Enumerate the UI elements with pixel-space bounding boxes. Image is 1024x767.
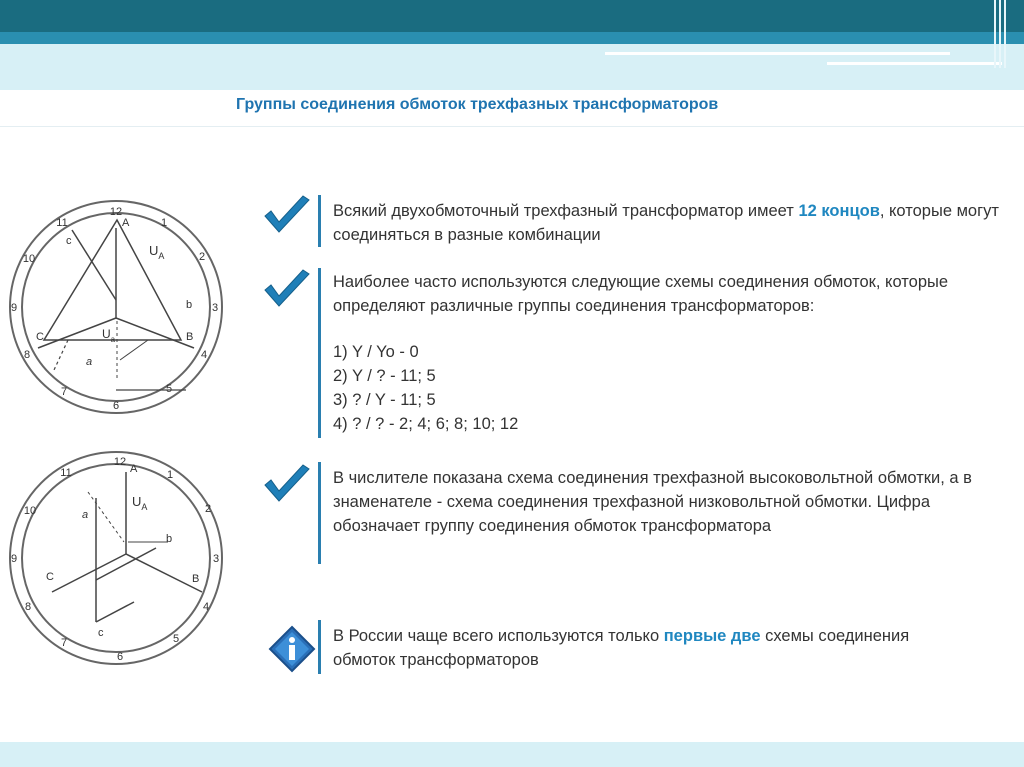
title-divider bbox=[0, 126, 1024, 127]
bullet-bar bbox=[318, 268, 321, 438]
clock-2: 2 bbox=[204, 503, 212, 515]
label-B: B bbox=[192, 573, 200, 585]
label-C: C bbox=[46, 571, 54, 583]
clock-8: 8 bbox=[23, 349, 31, 361]
label-b: b bbox=[166, 533, 173, 545]
clock-11: 11 bbox=[56, 217, 68, 229]
clock-3: 3 bbox=[212, 553, 220, 565]
scheme-item: 3) ? / Y - 11; 5 bbox=[333, 391, 436, 409]
clock-9: 9 bbox=[10, 553, 18, 565]
clock-1: 1 bbox=[160, 217, 168, 229]
label-c: c bbox=[98, 627, 104, 639]
clock-2: 2 bbox=[198, 251, 206, 263]
label-Ua: $U_a$ bbox=[102, 327, 116, 344]
point-3-text: В числителе показана схема соединения трехфазной высоковольтной обмотки, а в знаменателе - схема соединения трехфазной низковольтной обмотки. Цифра обозначает группу соединения обмоток трансформатора bbox=[333, 469, 972, 535]
label-c: c bbox=[66, 235, 72, 247]
label-UA: $U_A$ bbox=[132, 494, 148, 512]
checkmark-icon bbox=[262, 194, 312, 236]
clock-4: 4 bbox=[202, 601, 210, 613]
diagram-y-delta bbox=[6, 200, 228, 418]
clock-9: 9 bbox=[10, 302, 18, 314]
scheme-item: 2) Y / ? - 11; 5 bbox=[333, 367, 436, 385]
point-2-text: Наиболее часто используются следующие схемы соединения обмоток, которые определяют различные группы соединения трансформаторов: bbox=[333, 273, 949, 315]
decorative-stripes bbox=[605, 44, 1024, 68]
bullet-bar bbox=[318, 462, 321, 564]
scheme-list bbox=[333, 340, 733, 436]
clock-5: 5 bbox=[172, 633, 180, 645]
clock-5: 5 bbox=[165, 383, 173, 395]
checkmark-icon bbox=[262, 463, 312, 505]
clock-6: 6 bbox=[116, 651, 124, 663]
info-icon bbox=[268, 625, 316, 673]
label-B: B bbox=[186, 331, 194, 343]
slide-content bbox=[0, 90, 1024, 742]
header-bar bbox=[0, 0, 1024, 32]
label-b: b bbox=[186, 299, 193, 311]
diagram-y-y bbox=[6, 450, 228, 668]
clock-10: 10 bbox=[22, 253, 36, 265]
scheme-item: 1) Y / Yo - 0 bbox=[333, 343, 419, 361]
label-a: a bbox=[82, 509, 89, 521]
label-UA: $U_A$ bbox=[149, 243, 165, 261]
clock-7: 7 bbox=[60, 386, 68, 398]
bullet-bar bbox=[318, 620, 321, 674]
footer-band bbox=[0, 742, 1024, 767]
clock-12: 12 bbox=[109, 206, 123, 218]
page-title: Группы соединения обмоток трехфазных трансформаторов bbox=[236, 96, 719, 113]
label-a: a bbox=[86, 356, 93, 368]
clock-10: 10 bbox=[23, 505, 37, 517]
clock-11: 11 bbox=[60, 467, 72, 479]
header-accent-bar bbox=[0, 32, 1024, 44]
point-1-text: Всякий двухобмоточный трехфазный трансформатор имеет 12 концов, которые могут соединяться в разные комбинации bbox=[333, 202, 999, 244]
clock-12: 12 bbox=[113, 456, 127, 468]
clock-7: 7 bbox=[60, 637, 68, 649]
clock-8: 8 bbox=[24, 601, 32, 613]
point-4-text: В России чаще всего используются только первые две схемы соединения обмоток трансформаторов bbox=[333, 627, 910, 669]
checkmark-icon bbox=[262, 268, 312, 310]
clock-6: 6 bbox=[112, 400, 120, 412]
clock-1: 1 bbox=[166, 469, 174, 481]
label-A: A bbox=[130, 463, 138, 475]
scheme-item: 4) ? / ? - 2; 4; 6; 8; 10; 12 bbox=[333, 415, 519, 433]
bullet-bar bbox=[318, 195, 321, 247]
label-A: A bbox=[122, 217, 130, 229]
decorative-vertical-lines bbox=[994, 0, 1006, 68]
label-C: C bbox=[36, 331, 44, 343]
clock-4: 4 bbox=[200, 349, 208, 361]
clock-3: 3 bbox=[211, 302, 219, 314]
